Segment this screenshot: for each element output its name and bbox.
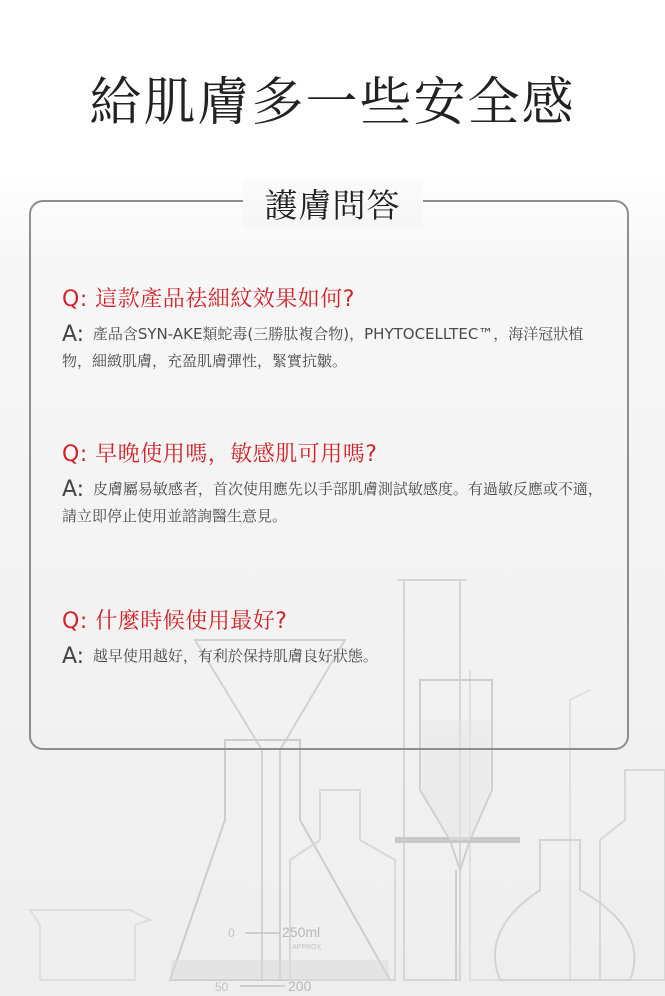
answer-text <box>62 643 607 670</box>
answer-body: 產品含SYN-AKE類蛇毒(三勝肽複合物)，PHYTOCELLTEC™，海洋冠狀植物，細緻肌膚，充盈肌膚彈性，緊實抗皺。 <box>62 325 584 370</box>
beaker-label-200: 200 <box>288 978 312 994</box>
page-title: 給肌膚多一些安全感 <box>89 73 576 133</box>
beaker-label-50: 50 <box>215 980 229 994</box>
answer-body: 皮膚屬易敏感者，首次使用應先以手部肌膚測試敏感度。有過敏反應或不適，請立即停止使用並諮詢醫生意見。 <box>62 480 603 525</box>
answer-prefix: A: <box>62 644 85 669</box>
beaker-label-0: 0 <box>228 926 235 940</box>
answer-text <box>62 321 607 375</box>
question-text: Q: 這款產品祛細紋效果如何? <box>62 287 355 312</box>
question-text: Q: 早晚使用嗎，敏感肌可用嗎? <box>62 442 378 467</box>
qa-item-2 <box>62 440 607 530</box>
question-text: Q: 什麼時候使用最好? <box>62 609 288 634</box>
answer-text <box>62 476 607 530</box>
section-title-text: 護膚問答 <box>243 180 423 227</box>
section-title <box>0 180 665 227</box>
answer-prefix: A: <box>62 477 85 502</box>
answer-body: 越早使用越好，有利於保持肌膚良好狀態。 <box>92 647 378 665</box>
beaker-label-approx: APPROX <box>292 944 322 951</box>
qa-item-1 <box>62 285 607 375</box>
qa-item-3 <box>62 607 607 670</box>
beaker-label-250ml: 250ml <box>282 924 321 940</box>
answer-prefix: A: <box>62 322 85 347</box>
